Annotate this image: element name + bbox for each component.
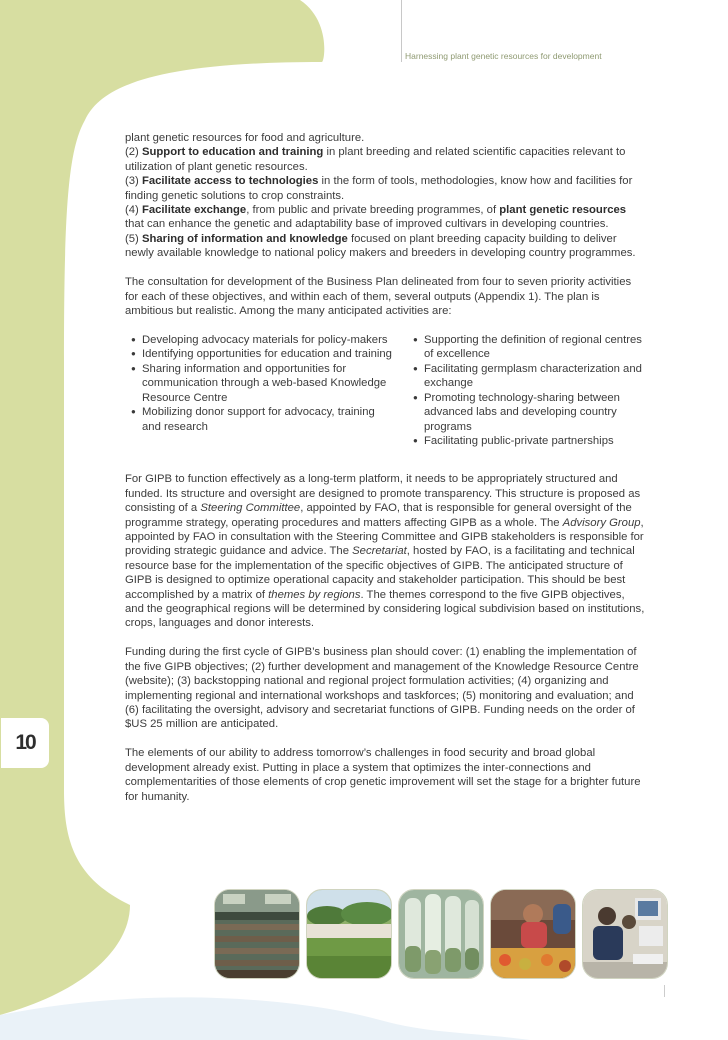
list-item: ● Promoting technology-sharing between advanced labs and developing country programs xyxy=(413,391,645,434)
structure-text-b: , appointed by FAO, that is responsible for general oversight of the programme strategy, operating procedures and matters affecting GIPB as a whole. The xyxy=(125,502,632,529)
list-item: ● Facilitating germplasm characterization and exchange xyxy=(413,362,645,391)
bottom-divider xyxy=(664,985,665,997)
computer-lab-photo xyxy=(582,889,668,979)
objective-5-title: Sharing of information and knowledge xyxy=(141,232,348,245)
structure-text-d: , hosted by FAO, is a facilitating and technical resource base for the implementation of the specific objectives of GIPB. The anticipated structure of GIPB is designed to optimize operational capacity and stakeholder participation. This should be best accomplished by a matrix of xyxy=(125,545,635,601)
advisory-group-term: Advisory Group xyxy=(562,516,641,529)
objective-2-number: (2) xyxy=(125,146,142,159)
activities-list xyxy=(131,333,645,448)
objective-4-number: (4) xyxy=(125,204,142,217)
paragraph-intro xyxy=(125,131,645,261)
list-item: ● Identifying opportunities for education and training xyxy=(131,347,393,361)
bottom-wave-shape xyxy=(0,997,530,1040)
paragraph-consultation: The consultation for development of the Business Plan delineated from four to seven priority activities for each of these objectives, and within each of them, several outputs (Appendix 1). The plan is ambitious but realistic. Among the many anticipated activities are: xyxy=(125,276,632,318)
market-vendor-photo xyxy=(490,889,576,979)
objective-3-text: in the form of tools, methodologies, know how and facilities for finding genetic solutions to crop constraints. xyxy=(125,175,633,202)
structure-text-a: For GIPB to function effectively as a long-term platform, it needs to be appropriately structured and funded. Its structure and oversight are designed to promote transparency. This structure is proposed as consisting of a xyxy=(125,473,641,515)
lab-tubes-photo xyxy=(398,889,484,979)
conference-hall-photo xyxy=(214,889,300,979)
objective-5-text: focused on plant breeding capacity building to deliver newly available knowledge to national policy makers and breeders in developing country programmes. xyxy=(125,232,636,260)
objective-4-title: Facilitate exchange xyxy=(141,204,247,217)
paragraph-structure xyxy=(125,472,645,630)
objective-4-text-a: , from public and private breeding programmes, of xyxy=(246,204,500,217)
objective-5-number: (5) xyxy=(125,232,142,245)
steering-committee-term: Steering Committee xyxy=(200,502,301,515)
activities-list-right xyxy=(413,333,645,448)
objective-2-text: in plant breeding and related scientific capacities relevant to utilization of plant genetic resources. xyxy=(125,146,626,173)
paragraph-conclusion: The elements of our ability to address tomorrow’s challenges in food security and broad global development already exist. Putting in place a system that optimizes the inter-connections and complementarities of those elements of crop genetic improvement will set the stage for a brighter future for humanity. xyxy=(125,747,641,803)
paragraph-funding: Funding during the first cycle of GIPB’s business plan should cover: (1) enabling the implementation of the five GIPB objectives; (2) further development and management of the Knowledge Resource Centre (website); (3) backstopping national and regional project formulation activities; (4) organizing and implementing regional and international workshops and taskforces; (5) monitoring and evaluation; and (6) facilitating the oversight, advisory and secretariat functions of GIPB. Funding needs on the order of $US 25 million are anticipated. xyxy=(125,646,639,731)
field-group-photo xyxy=(306,889,392,979)
page-number-tab xyxy=(1,718,49,768)
list-item: ● Supporting the definition of regional centres of excellence xyxy=(413,333,645,362)
list-item: ● Mobilizing donor support for advocacy, training and research xyxy=(131,405,393,434)
list-item: ● Facilitating public-private partnerships xyxy=(413,434,645,448)
structure-text-c: , appointed by FAO in consultation with the Steering Committee and GIPB stakeholders is responsible for providing strategic guidance and advice. The xyxy=(125,516,644,558)
page-number: 10 xyxy=(15,731,35,754)
list-item: ● Developing advocacy materials for policy-makers xyxy=(131,333,393,347)
structure-text-e: . The themes correspond to the five GIPB objectives, and the geographical regions will be determined by considering logical subdivision based on institutions, crops, languages and donor interests. xyxy=(125,588,645,630)
objective-2-title: Support to education and training xyxy=(141,146,324,159)
objective-3-number: (3) xyxy=(125,175,142,188)
intro-text: plant genetic resources for food and agriculture. xyxy=(125,132,365,144)
main-text-column xyxy=(125,131,645,819)
activities-list-left xyxy=(131,333,393,448)
secretariat-term: Secretariat xyxy=(352,545,407,558)
running-header: Harnessing plant genetic resources for development xyxy=(405,51,602,61)
objective-4-title-2: plant genetic resources xyxy=(499,204,627,217)
header-divider xyxy=(401,0,402,62)
objective-4-text-b: that can enhance the genetic and adaptability base of improved cultivars in developing countries. xyxy=(125,218,609,231)
photo-strip xyxy=(214,889,668,977)
list-item: ● Sharing information and opportunities for communication through a web-based Knowledge Resource Centre xyxy=(131,362,393,405)
themes-by-regions-term: themes by regions xyxy=(268,588,361,601)
objective-3-title: Facilitate access to technologies xyxy=(141,175,319,188)
